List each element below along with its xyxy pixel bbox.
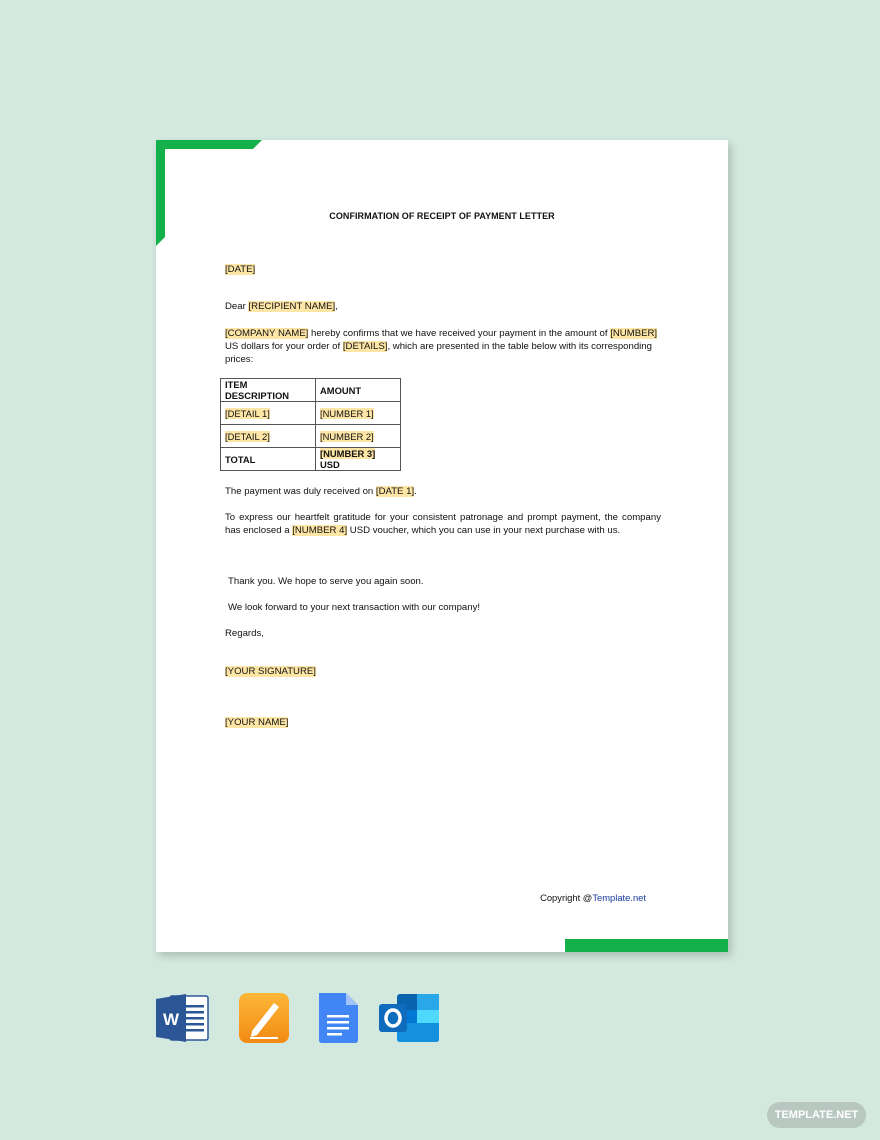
table-cell: [NUMBER 1] xyxy=(320,407,374,419)
document-page xyxy=(156,140,728,952)
total-value: [NUMBER 3] xyxy=(320,448,376,459)
document-title: CONFIRMATION OF RECEIPT OF PAYMENT LETTER xyxy=(329,211,555,221)
svg-text:W: W xyxy=(162,1010,180,1029)
details-placeholder: [DETAILS] xyxy=(342,341,388,352)
signature-line xyxy=(225,665,661,678)
table-header-row xyxy=(221,379,401,402)
table-cell: [DETAIL 2] xyxy=(225,430,270,442)
table-total-row xyxy=(221,448,401,471)
copyright-line: Copyright @Template.net xyxy=(540,892,646,903)
date1-placeholder: [DATE 1] xyxy=(375,486,415,497)
copyright-link[interactable]: Template.net xyxy=(592,892,646,903)
total-unit: USD xyxy=(320,459,340,470)
word-icon[interactable] xyxy=(156,993,210,1043)
recipient-placeholder: [RECIPIENT NAME] xyxy=(248,301,336,312)
number-placeholder: [NUMBER] xyxy=(610,328,658,339)
table-row xyxy=(221,425,401,448)
confirmation-paragraph: [COMPANY NAME] hereby confirms that we have received your payment in the amount of [NUMBER] US dollars for your order of [DETAILS], which are presented in the table below with its corresponding prices: xyxy=(225,328,658,365)
total-label: TOTAL xyxy=(221,448,316,471)
table-row xyxy=(221,402,401,425)
regards-line: Regards, xyxy=(225,628,264,639)
google-docs-icon[interactable] xyxy=(314,993,368,1043)
pages-icon[interactable] xyxy=(238,993,292,1043)
look-forward-line: We look forward to your next transaction with our company! xyxy=(228,602,481,613)
date-placeholder: [DATE] xyxy=(225,264,256,275)
payment-received-line: The payment was duly received on [DATE 1]. xyxy=(225,486,417,497)
voucher-paragraph: To express our heartfelt gratitude for your consistent patronage and prompt payment, the company has enclosed a [NUMBER 4] USD voucher, which you can use in your next purchase with us. xyxy=(225,512,661,536)
items-table xyxy=(220,378,401,471)
signature-placeholder: [YOUR SIGNATURE] xyxy=(225,666,316,677)
corner-accent xyxy=(156,140,262,246)
table-header: ITEM DESCRIPTION xyxy=(221,379,316,402)
thanks-line: Thank you. We hope to serve you again soon. xyxy=(228,576,424,587)
table-header: AMOUNT xyxy=(316,379,401,402)
table-cell: [DETAIL 1] xyxy=(225,407,270,419)
name-line xyxy=(225,716,661,729)
template-net-badge[interactable]: TEMPLATE.NET xyxy=(767,1102,866,1128)
name-placeholder: [YOUR NAME] xyxy=(225,717,289,728)
date-line xyxy=(225,263,661,276)
bottom-accent-bar xyxy=(565,939,728,952)
outlook-icon[interactable] xyxy=(379,993,439,1043)
number4-placeholder: [NUMBER 4] xyxy=(292,525,348,536)
salutation: Dear [RECIPIENT NAME], xyxy=(225,301,338,312)
table-cell: [NUMBER 2] xyxy=(320,430,374,442)
company-placeholder: [COMPANY NAME] xyxy=(225,328,309,339)
